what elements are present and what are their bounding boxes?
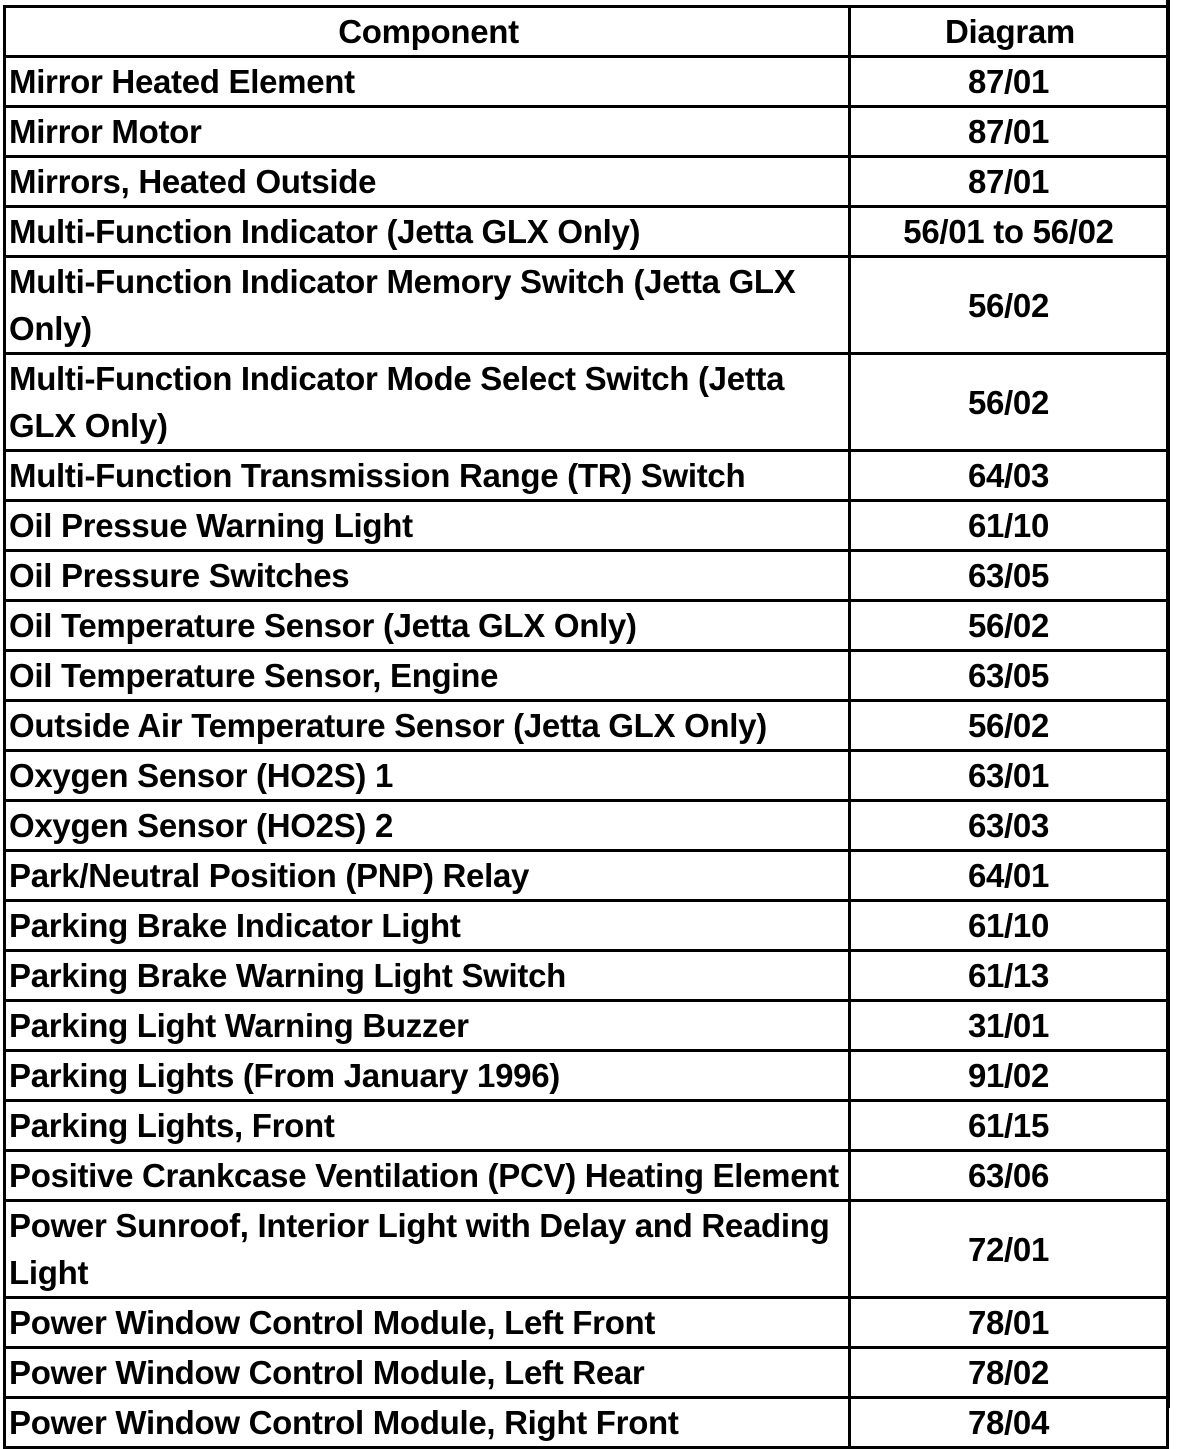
table-row — [5, 801, 1168, 851]
diagram-cell: 56/02 — [850, 701, 1168, 751]
component-cell: Multi-Function Indicator Memory Switch (Jetta GLX Only) — [5, 257, 850, 354]
table-row — [5, 354, 1168, 451]
table-row — [5, 1201, 1168, 1298]
diagram-cell: 63/03 — [850, 801, 1168, 851]
table-row — [5, 451, 1168, 501]
table-row — [5, 257, 1168, 354]
component-index-sheet — [3, 5, 1166, 1449]
component-cell: Outside Air Temperature Sensor (Jetta GLX Only) — [5, 701, 850, 751]
table-row — [5, 901, 1168, 951]
diagram-cell: 63/05 — [850, 651, 1168, 701]
component-cell: Mirror Motor — [5, 107, 850, 157]
component-cell: Parking Light Warning Buzzer — [5, 1001, 850, 1051]
component-cell: Oxygen Sensor (HO2S) 2 — [5, 801, 850, 851]
table-row — [5, 501, 1168, 551]
table-row — [5, 1051, 1168, 1101]
table-row — [5, 851, 1168, 901]
component-cell: Parking Brake Warning Light Switch — [5, 951, 850, 1001]
diagram-cell: 61/10 — [850, 901, 1168, 951]
table-row — [5, 701, 1168, 751]
diagram-cell: 56/02 — [850, 257, 1168, 354]
diagram-cell: 56/02 — [850, 601, 1168, 651]
diagram-cell: 87/01 — [850, 107, 1168, 157]
component-cell: Multi-Function Indicator Mode Select Switch (Jetta GLX Only) — [5, 354, 850, 451]
table-row — [5, 57, 1168, 107]
diagram-cell: 78/04 — [850, 1398, 1168, 1448]
component-cell: Power Window Control Module, Left Front — [5, 1298, 850, 1348]
component-cell: Parking Lights, Front — [5, 1101, 850, 1151]
component-cell: Mirrors, Heated Outside — [5, 157, 850, 207]
component-cell: Oil Pressure Switches — [5, 551, 850, 601]
component-cell: Oil Temperature Sensor, Engine — [5, 651, 850, 701]
diagram-cell: 31/01 — [850, 1001, 1168, 1051]
component-cell: Oil Pressue Warning Light — [5, 501, 850, 551]
diagram-cell: 78/02 — [850, 1348, 1168, 1398]
table-row — [5, 1001, 1168, 1051]
table-row — [5, 651, 1168, 701]
diagram-cell: 64/03 — [850, 451, 1168, 501]
component-cell: Parking Lights (From January 1996) — [5, 1051, 850, 1101]
diagram-cell: 64/01 — [850, 851, 1168, 901]
component-cell: Oxygen Sensor (HO2S) 1 — [5, 751, 850, 801]
component-cell: Oil Temperature Sensor (Jetta GLX Only) — [5, 601, 850, 651]
table-row — [5, 1298, 1168, 1348]
component-cell: Power Window Control Module, Left Rear — [5, 1348, 850, 1398]
table-row — [5, 1398, 1168, 1448]
diagram-cell: 91/02 — [850, 1051, 1168, 1101]
component-cell: Parking Brake Indicator Light — [5, 901, 850, 951]
component-cell: Power Window Control Module, Right Front — [5, 1398, 850, 1448]
table-row — [5, 107, 1168, 157]
diagram-cell: 61/10 — [850, 501, 1168, 551]
component-cell: Positive Crankcase Ventilation (PCV) Heating Element — [5, 1151, 850, 1201]
page-right-border — [1166, 0, 1170, 1408]
table-header-row — [5, 7, 1168, 57]
diagram-cell: 87/01 — [850, 57, 1168, 107]
table-body — [5, 57, 1168, 1448]
component-cell: Multi-Function Indicator (Jetta GLX Only) — [5, 207, 850, 257]
diagram-cell: 87/01 — [850, 157, 1168, 207]
diagram-cell: 61/13 — [850, 951, 1168, 1001]
diagram-cell: 56/01 to 56/02 — [850, 207, 1168, 257]
component-cell: Power Sunroof, Interior Light with Delay and Reading Light — [5, 1201, 850, 1298]
diagram-cell: 78/01 — [850, 1298, 1168, 1348]
component-cell: Mirror Heated Element — [5, 57, 850, 107]
column-header-component: Component — [5, 7, 850, 57]
diagram-cell: 63/05 — [850, 551, 1168, 601]
diagram-cell: 63/06 — [850, 1151, 1168, 1201]
diagram-cell: 61/15 — [850, 1101, 1168, 1151]
table-row — [5, 551, 1168, 601]
table-row — [5, 1151, 1168, 1201]
table-row — [5, 601, 1168, 651]
diagram-cell: 63/01 — [850, 751, 1168, 801]
column-header-diagram: Diagram — [850, 7, 1168, 57]
table-row — [5, 157, 1168, 207]
component-cell: Multi-Function Transmission Range (TR) Switch — [5, 451, 850, 501]
table-row — [5, 1101, 1168, 1151]
component-diagram-table — [3, 5, 1169, 1449]
table-row — [5, 207, 1168, 257]
component-cell: Park/Neutral Position (PNP) Relay — [5, 851, 850, 901]
table-row — [5, 1348, 1168, 1398]
table-row — [5, 751, 1168, 801]
table-row — [5, 951, 1168, 1001]
diagram-cell: 72/01 — [850, 1201, 1168, 1298]
diagram-cell: 56/02 — [850, 354, 1168, 451]
